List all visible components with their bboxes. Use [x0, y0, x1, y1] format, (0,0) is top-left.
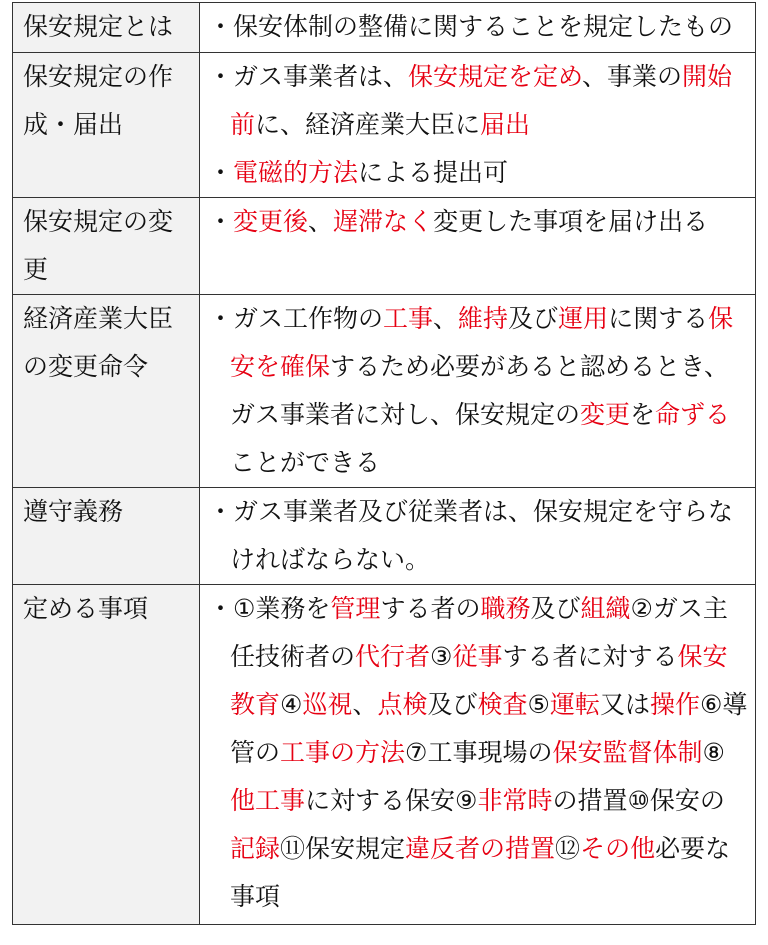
row-content — [200, 295, 756, 488]
highlighted-text: 違反者の措置 — [405, 834, 556, 863]
highlighted-text: 命ずる — [655, 400, 731, 429]
body-text: 及び — [530, 594, 581, 623]
body-text: ③ — [430, 642, 453, 671]
highlighted-text: 従事 — [452, 642, 503, 671]
highlighted-text: 記録 — [230, 834, 281, 863]
hoan-kitei-table — [12, 2, 756, 925]
table-row — [13, 585, 756, 925]
body-text: ・ガス事業者及び従業者は、保安規定を守らなければならない。 — [208, 497, 734, 574]
highlighted-text: 操作 — [649, 690, 700, 719]
highlighted-text: 運転 — [549, 690, 600, 719]
highlighted-text: その他 — [580, 834, 656, 863]
bullet-item — [208, 3, 749, 51]
highlighted-text: 保安監督体制 — [552, 738, 703, 767]
body-text: 及び — [427, 690, 478, 719]
bullet-item — [208, 585, 749, 921]
hoan-kitei-table-wrapper — [12, 2, 756, 925]
row-content — [200, 488, 756, 585]
body-text: する者に対する — [502, 642, 678, 671]
row-content — [200, 53, 756, 198]
highlighted-text: 工事の方法 — [280, 738, 406, 767]
body-text: ・保安体制の整備に関することを規定したもの — [208, 12, 734, 41]
body-text: ⑫ — [555, 834, 581, 863]
row-label: 定める事項 — [13, 585, 200, 925]
bullet-item — [208, 488, 749, 584]
bullet-item — [208, 53, 749, 149]
highlighted-text: 保安を確保 — [230, 304, 734, 381]
body-text: ②ガス主任技術者の — [230, 594, 728, 671]
highlighted-text: 職務 — [480, 594, 531, 623]
row-content — [200, 3, 756, 53]
body-text: ⑤ — [527, 690, 550, 719]
row-label: 保安規定とは — [13, 3, 200, 53]
body-text: ⑪保安規定 — [280, 834, 406, 863]
highlighted-text: 届出 — [480, 110, 531, 139]
body-text: ことができる — [230, 448, 381, 477]
highlighted-text: 巡視 — [302, 690, 353, 719]
body-text: ・ — [208, 207, 234, 236]
table-body — [13, 3, 756, 925]
highlighted-text: 運用 — [558, 304, 609, 333]
body-text: ・①業務を — [208, 594, 331, 623]
highlighted-text: 点検 — [377, 690, 428, 719]
highlighted-text: 組織 — [580, 594, 631, 623]
body-text: ・ — [208, 158, 234, 187]
table-row — [13, 488, 756, 585]
highlighted-text: 開始前 — [230, 62, 733, 139]
body-text: ⑧ — [702, 738, 725, 767]
body-text: ⑥導管の — [230, 690, 748, 767]
body-text: ・ガス事業者は、 — [208, 62, 409, 91]
highlighted-text: 保安教育 — [230, 642, 728, 719]
body-text: ・ガス工作物の — [208, 304, 384, 333]
body-text: に、経済産業大臣に — [255, 110, 481, 139]
row-label: 保安規定の変更 — [13, 198, 200, 295]
bullet-item — [208, 198, 749, 246]
bullet-item — [208, 149, 749, 197]
row-content — [200, 198, 756, 295]
body-text: に対する保安⑨ — [305, 786, 478, 815]
row-label: 遵守義務 — [13, 488, 200, 585]
body-text: 必要な事項 — [230, 834, 731, 911]
highlighted-text: 保安規定を定め — [408, 62, 583, 91]
body-text: 、 — [433, 304, 459, 333]
highlighted-text: 変更後 — [233, 207, 309, 236]
table-row — [13, 198, 756, 295]
table-row — [13, 3, 756, 53]
table-row — [13, 295, 756, 488]
highlighted-text: 変更 — [580, 400, 631, 429]
highlighted-text: 遅滞なく — [333, 207, 434, 236]
body-text: 又は — [599, 690, 650, 719]
highlighted-text: 非常時 — [477, 786, 553, 815]
body-text: するため必要があると認めるとき、ガス事業者に対し、保安規定の — [230, 352, 730, 429]
body-text: する者の — [380, 594, 481, 623]
highlighted-text: 工事 — [383, 304, 434, 333]
body-text: ④ — [280, 690, 303, 719]
table-row — [13, 53, 756, 198]
body-text: を — [630, 400, 656, 429]
highlighted-text: 電磁的方法 — [233, 158, 359, 187]
body-text: 及び — [508, 304, 559, 333]
highlighted-text: 代行者 — [355, 642, 431, 671]
row-label: 保安規定の作成・届出 — [13, 53, 200, 198]
highlighted-text: 管理 — [330, 594, 381, 623]
highlighted-text: 他工事 — [230, 786, 306, 815]
body-text: ⑦工事現場の — [405, 738, 553, 767]
body-text: の措置⑩保安の — [552, 786, 725, 815]
body-text: 変更した事項を届け出る — [433, 207, 709, 236]
highlighted-text: 維持 — [458, 304, 509, 333]
bullet-item — [208, 295, 749, 487]
body-text: による提出可 — [358, 158, 509, 187]
body-text: に関する — [608, 304, 709, 333]
body-text: 、 — [352, 690, 378, 719]
highlighted-text: 検査 — [477, 690, 528, 719]
row-label: 経済産業大臣の変更命令 — [13, 295, 200, 488]
body-text: 、事業の — [582, 62, 683, 91]
body-text: 、 — [308, 207, 334, 236]
row-content — [200, 585, 756, 925]
